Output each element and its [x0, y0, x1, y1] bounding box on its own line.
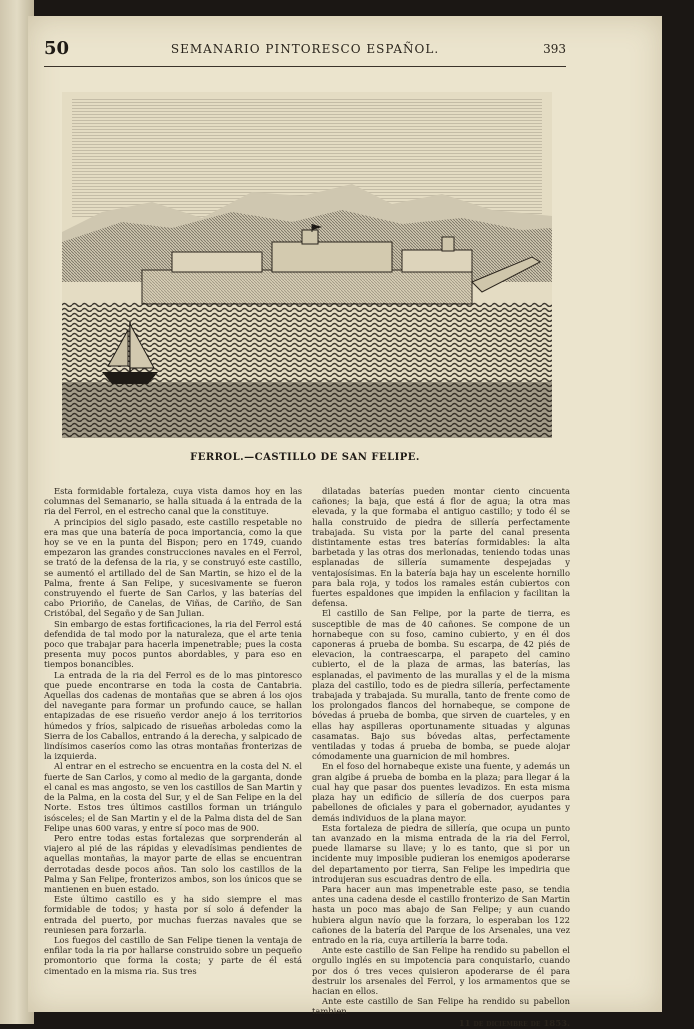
paragraph: Ante este castillo de San Felipe ha rendido su pabellon tambien [312, 996, 570, 1017]
left-column [44, 486, 302, 976]
issue-number: 50 [44, 38, 70, 59]
paragraph: Sin embargo de estas fortificaciones, la ria del Ferrol está defendida de tal modo por la naturaleza, que el arte tenia poco que trabajar para hacerla impenetrable; pues la costa presenta muy pocos puntos abordables, y para eso en tiempos bonancibles. [44, 618, 302, 670]
paragraph: El castillo de San Felipe, por la parte de tierra, es susceptible de mas de 40 cañones. Se compone de un hornabeque con su foso, camino cubierto, y en él dos caponeras á prueba de bomba. Su escarpa, de 42 piés de elevacion, la contraescarpa, el parapeto del camino cubierto, el de la plaza de armas, las baterías, las esplanadas, el pavimento de las murallas y el de la misma plaza del castillo, todo es de piedra sillería, perfectamente trabajada y trabajada. Su muralla, tanto de frente como de los prolongados flancos del hornabeque, se compone de bóvedas á prueba de bomba, que sirven de cuarteles, y en ellas hay aspilleras oportunamente situadas y algunas casamatas. Bajo sus bóvedas altas, perfectamente ventiladas y todas á prueba de bomba, se puede alojar cómodamente una guarnicion de mil hombres. [312, 608, 570, 762]
castle-engraving [62, 92, 552, 438]
illustration-caption: FERROL.—CASTILLO DE SAN FELIPE. [190, 452, 420, 463]
paragraph: Esta formidable fortaleza, cuya vista damos hoy en las columnas del Semanario, se halla situada á la entrada de la ria del Ferrol, en el estrecho canal que la constituye. [44, 486, 302, 517]
running-header [44, 36, 566, 67]
paragraph: Pero entre todas estas fortalezas que sorprenderán al viajero al pié de las rápidas y elevadísimas pendientes de aquellas montañas, la mayor parte de ellas se encuentran derrotadas desde pocos años. Tan solo los castillos de la Palma y San Felipe, fronterizos ambos, son los únicos que se mantienen en buen estado. [44, 832, 302, 894]
paragraph: En el foso del hornabeque existe una fuente, y además un gran algibe á prueba de bomba en la plaza; para llegar á la cual hay que pasar dos puentes levadizos. En esta misma plaza hay un edificio de sillería de dos cuerpos para pabellones de oficiales y para el gobernador, ayudantes y demás individuos de la plana mayor. [312, 761, 570, 823]
right-column [312, 486, 570, 1029]
folio-number: 393 [543, 42, 566, 56]
article-date: 11 de diciembre de 1853. [458, 1018, 570, 1029]
paragraph: Para hacer aun mas impenetrable este paso, se tendia antes una cadena desde el castillo fronterizo de San Martin hasta un poco mas abajo de San Felipe; y aun cuando hubiera algun navío que la forzara, lo esperaban los 122 cañones de la batería del Parque de los Arsenales, una vez entrado en la ria, cuya artillería la barre toda. [312, 883, 570, 945]
paragraph: dilatadas baterías pueden montar ciento cincuenta cañones; la baja, que está á flor de agua; la otra mas elevada, y la que formaba el antiguo castillo; y todo él se halla construido de piedra de sillería perfectamente trabajada. Su vista por la parte del canal presenta distintamente estas tres baterías formidables: la alta barbetada y las otras dos merlonadas, teniendo todas unas esplanadas de sillería sumamente despejadas y ventajosísimas. En la batería baja hay un escelente hornillo para bala roja, y todos los ramales están cubiertos con fuertes espaldones que impiden la enfilacion y facilitan la defensa. [312, 486, 570, 609]
paragraph: Los fuegos del castillo de San Felipe tienen la ventaja de enfilar toda la ria por hallarse construido sobre un pequeño promontorio que forma la costa; y parte de él está cimentado en la misma ria. Sus tres [44, 934, 302, 976]
paragraph: Al entrar en el estrecho se encuentra en la costa del N. el fuerte de San Carlos, y como al medio de la garganta, donde el canal es mas angosto, se ven los castillos de San Martin y de la Palma, en la costa del Sur, y el de San Felipe en la del Norte. Estos tres últimos castillos forman un triángulo isósceles; el de San Martin y el de la Palma dista del de San Felipe unas 600 varas, y entre sí poco mas de 900. [44, 761, 302, 833]
paragraph: Este último castillo es y ha sido siempre el mas formidable de todos; y hasta por sí solo á defender la entrada del puerto, por muchas fuerzas navales que se reuniesen para forzarla. [44, 894, 302, 935]
paragraph: Esta fortaleza de piedra de sillería, que ocupa un punto tan avanzado en la misma entrada de la ria del Ferrol, puede llamarse su llave; y lo es tanto, que si por un incidente muy imposible pudieran los enemigos apoderarse del departamento por tierra, San Felipe les impediria que introdujeran sus escuadras dentro de ella. [312, 822, 570, 884]
paragraph: Ante este castillo de San Felipe ha rendido su pabellon el orgullo inglés en su impotencia para conquistarlo, cuando por dos ó tres veces quisieron apoderarse de él para destruir los arsenales del Ferrol, y los armamentos que se hacian en ellos. [312, 945, 570, 996]
paragraph: La entrada de la ria del Ferrol es de lo mas pintoresco que puede encontrarse en toda la costa de Cantabria. Aquellas dos cadenas de montañas que se abren á los ojos del navegante para formar un profundo cauce, se hallan entapizadas de ese risueño verdor anejo á los territorios húmedos y fríos, salpicado de risueñas arboledas como la Sierra de los Caballos, entrando á la derecha, y salpicado de lindísimos caseríos como las otras montañas fronterizas de la izquierda. [44, 669, 302, 762]
paragraph: A principios del siglo pasado, este castillo respetable no era mas que una batería de poca importancia, como la que hoy se ve en la punta del Bispon; pero en 1749, cuando empezaron las grandes construcciones navales en el Ferrol, se trató de la defensa de la ria, y se construyó este castillo, se aumentó el artillado del de San Martin, se hizo el de la Palma, frente á San Felipe, y sucesivamente se fueron construyendo el fuerte de San Carlos, y las baterías del cabo Prioriño, de Canelas, de Viñas, de Cariño, de San Cristóbal, del Segaño y de San Julian. [44, 516, 302, 619]
journal-title: SEMANARIO PINTORESCO ESPAÑOL. [170, 42, 440, 56]
